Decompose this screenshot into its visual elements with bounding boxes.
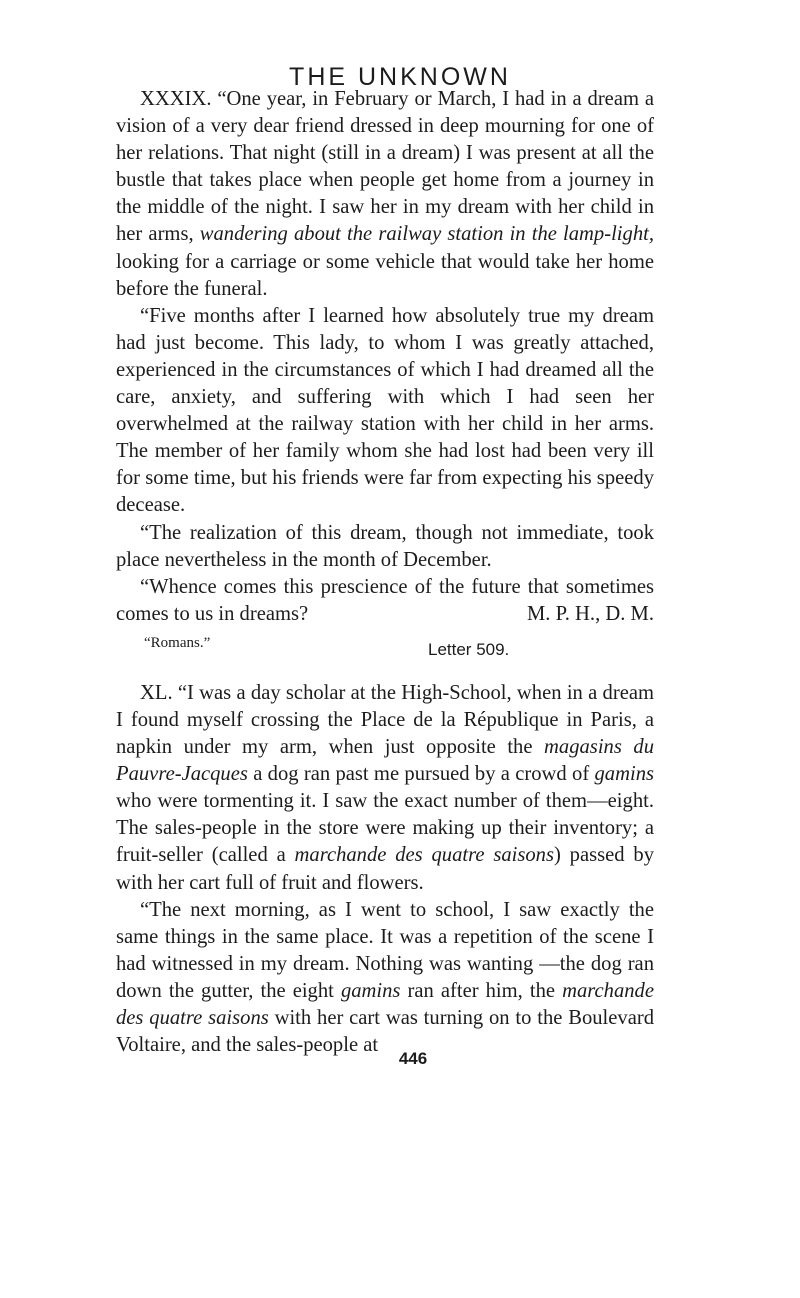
- paragraph-39-1: [116, 86, 654, 303]
- italic-span: marchande des quatre saisons: [294, 844, 554, 867]
- paragraph-40-2: [116, 897, 654, 1060]
- italic-span: wandering about the railway station in the lamp-light,: [199, 223, 654, 246]
- text-span: with her cart was turning on to the Boulevard Voltaire, and the sales-people at: [116, 1007, 654, 1057]
- text-span: who were tormenting it. I saw the exact number of them—eight. The sales-people in the store were making up their inventory; a fruit-seller (called a: [116, 790, 654, 867]
- italic-span: marchande des quatre saisons: [116, 979, 654, 1029]
- running-head: THE UNKNOWN: [289, 63, 511, 91]
- paragraph-39-4: [116, 574, 654, 628]
- body-text: [116, 86, 654, 1059]
- text-span: ) passed by with her cart full of fruit and flowers.: [116, 844, 654, 894]
- page-number: 446: [398, 1049, 428, 1068]
- italic-span: magasins du Pauvre-Jacques: [116, 736, 654, 786]
- text-span: XL. “I was a day scholar at the High-School, when in a dream I found myself crossing the Place de la République in Paris, a napkin under my arm, when just opposite the: [116, 681, 654, 759]
- letter-number: Letter 509.: [428, 639, 510, 659]
- paragraph-40-1: [116, 680, 654, 897]
- signature: M. P. H., D. M.: [526, 602, 654, 625]
- text-span: “Whence comes this prescience of the future that sometimes comes to us in dreams?: [116, 575, 654, 625]
- paragraph-39-3: “The realization of this dream, though not immediate, took place nevertheless in the month of December.: [116, 521, 654, 571]
- text-span: a dog ran past me pursued by a crowd of: [247, 763, 595, 786]
- italic-span: gamins: [594, 763, 654, 786]
- italic-span: gamins: [340, 979, 401, 1002]
- text-span: looking for a carriage or some vehicle that would take her home before the funeral.: [116, 250, 654, 300]
- text-span: XXXIX. “One year, in February or March, I had in a dream a vision of a very dear friend dressed in deep mourning for one of her relations. That night (still in a dream) I was present at all the bustle that takes place when people get home from a journey in the middle of the night. I saw her in my dream with her child in her arms,: [116, 88, 654, 246]
- attribution-row: [116, 628, 654, 668]
- text-span: ran after him, the: [400, 979, 563, 1002]
- source-journal: “Romans.”: [144, 634, 211, 651]
- paragraph-39-2: “Five months after I learned how absolutely true my dream had just become. This lady, to whom I was greatly attached, experienced in the circumstances of which I had dreamed all the care, anxiety, and suffering with which I had seen her overwhelmed at the railway station with her child in her arms. The member of her family whom she had lost had been very ill for some time, but his friends were far from expecting his speedy decease.: [116, 304, 654, 517]
- text-span: “The next morning, as I went to school, I saw exactly the same things in the same place. It was a repetition of the scene I had witnessed in my dream. Nothing was wanting —the dog ran down the gutter, the eight: [116, 898, 654, 1002]
